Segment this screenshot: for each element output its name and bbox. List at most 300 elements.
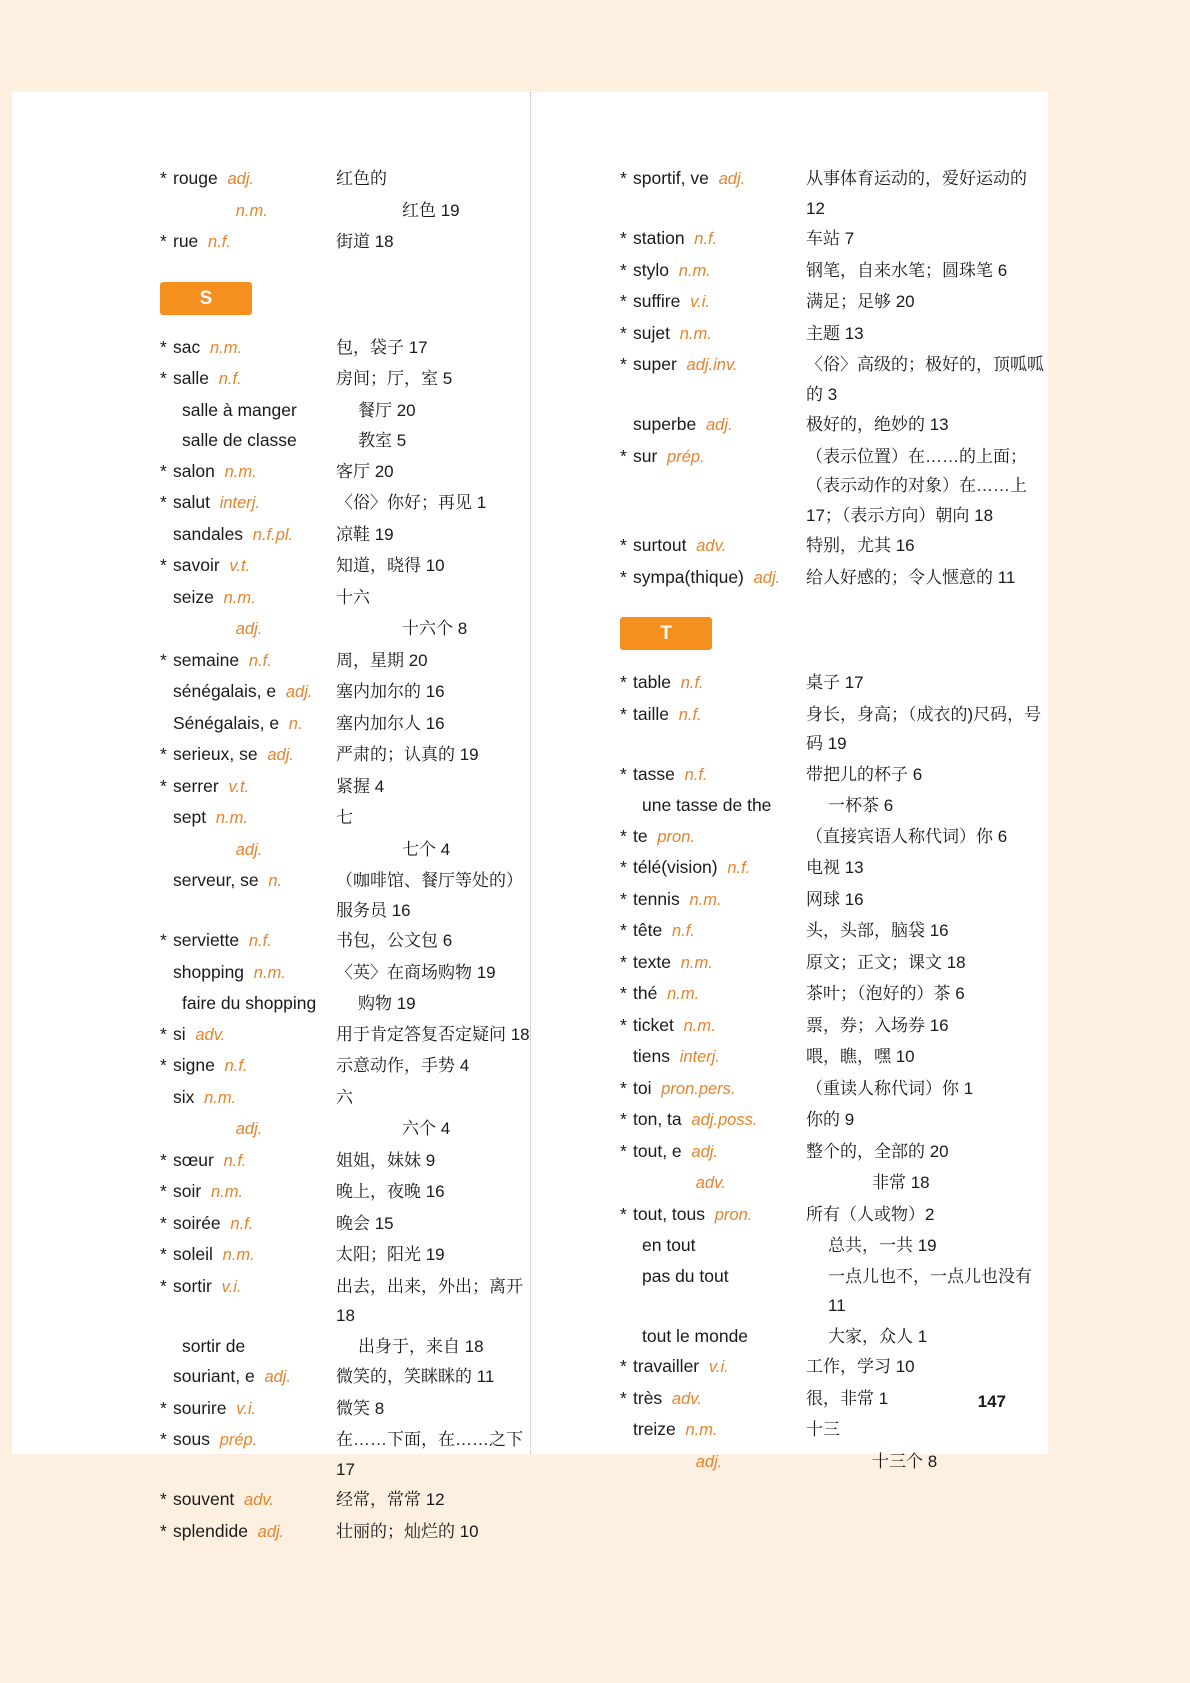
entry-word: taille [633,703,669,724]
entry-term [620,1105,806,1136]
part-of-speech: adj. [235,620,263,638]
dictionary-entry [620,1168,1048,1199]
asterisk-icon: * [160,649,167,670]
dictionary-entry [620,563,1048,594]
entry-gloss: 教室 5 [358,431,407,450]
asterisk-icon: * [160,1397,167,1418]
asterisk-icon: * [620,259,627,280]
entry-gloss: 十六个 8 [402,619,468,638]
dictionary-entry [160,677,530,708]
entry-gloss: 购物 19 [358,994,416,1013]
entry-gloss: 微笑 8 [336,1398,385,1418]
entry-term [160,457,336,488]
dictionary-entry [620,1011,1048,1042]
dictionary-entry [160,1394,530,1425]
entry-word: soleil [173,1244,213,1264]
dictionary-entry [160,1177,530,1208]
entry-gloss: 六个 4 [402,1119,451,1138]
entry-term [160,520,336,551]
dictionary-entry [160,803,530,834]
entry-term [620,1447,872,1478]
entry-term [620,1231,828,1261]
dictionary-entry [160,1240,530,1271]
entry-term [160,1485,336,1516]
entry-word: station [633,228,685,248]
part-of-speech: v.t. [229,557,251,575]
dictionary-entry [620,1105,1048,1136]
dictionary-entry [620,287,1048,318]
entry-word: très [633,1387,663,1408]
part-of-speech: adj.poss. [691,1111,758,1129]
entry-gloss: 非常 18 [872,1173,930,1192]
part-of-speech: adj. [705,416,733,434]
entry-term [160,1240,336,1271]
dictionary-entry [160,396,530,426]
entry-word: table [633,672,671,692]
part-of-speech: prép. [219,1431,258,1449]
dictionary-entry [620,668,1048,699]
entry-gloss: 经常，常常 12 [336,1490,445,1509]
asterisk-icon: * [160,775,167,796]
asterisk-icon: * [160,555,167,575]
asterisk-icon: * [160,744,167,764]
entry-word: une tasse de the [642,795,772,815]
entry-term [620,563,806,594]
entry-gloss: 喂，瞧，嘿 10 [806,1047,915,1066]
part-of-speech: adj. [235,840,263,859]
dictionary-entry [160,866,530,925]
entry-word: pas du tout [642,1265,729,1286]
dictionary-entry [620,350,1048,409]
dictionary-entry [160,1517,530,1548]
entry-term [160,866,336,897]
part-of-speech: n.m. [204,1088,237,1107]
entry-word: rue [173,231,199,251]
part-of-speech: pron. [657,827,695,846]
asterisk-icon: * [160,1149,167,1170]
part-of-speech: v.i. [690,293,710,311]
dictionary-entry [620,1042,1048,1073]
entry-word: sénégalais, e [173,681,277,701]
entry-term [620,822,806,853]
part-of-speech: n.m. [253,963,286,982]
entry-term [620,1137,806,1168]
entry-gloss: 紧握 4 [336,776,385,796]
dictionary-entry [620,853,1048,884]
entry-gloss: 网球 16 [806,889,864,909]
part-of-speech: adj.inv. [686,356,738,374]
dictionary-entry [620,1262,1048,1321]
letter-badge-s: S [160,282,252,315]
dictionary-entry [620,916,1048,947]
asterisk-icon: * [620,763,627,784]
entry-gloss: 带把儿的杯子 6 [806,764,923,784]
entry-gloss: 壮丽的；灿烂的 10 [336,1521,479,1541]
entry-word: sur [633,445,658,466]
page-number: 147 [977,1392,1006,1411]
dictionary-entry [620,1447,1048,1478]
entry-term [620,1352,806,1383]
entry-term [620,410,806,441]
entry-gloss: 特别，尤其 16 [806,536,915,555]
entry-term [620,224,806,255]
dictionary-entry [160,1020,530,1051]
part-of-speech: n.m. [209,338,243,357]
part-of-speech: n.m. [223,588,256,607]
right-column [530,92,1048,1471]
dictionary-entry [160,1332,530,1362]
dictionary-entry [620,531,1048,562]
dictionary-entry [160,709,530,740]
entry-gloss: 工作，学习 10 [806,1357,915,1376]
dictionary-entry [160,1485,530,1516]
entry-gloss: 餐厅 20 [358,400,416,420]
asterisk-icon: * [160,460,167,481]
asterisk-icon: * [620,703,627,724]
asterisk-icon: * [620,1387,627,1408]
entry-word: faire du shopping [182,993,317,1013]
part-of-speech: n.f. [694,230,718,248]
entry-word: salle [173,368,209,388]
entry-word: seize [173,586,214,607]
entry-gloss: （表示位置）在……的上面；（表示动作的对象）在……上 17；（表示方向）朝向 18 [806,446,1027,525]
dictionary-entry [160,1083,530,1114]
entry-word: salle à manger [182,399,297,420]
entry-term [160,740,336,771]
entry-term [160,1362,336,1393]
entry-word: stylo [633,259,669,280]
dictionary-entry [160,227,530,258]
entry-term [620,1384,806,1415]
entry-term [160,1272,336,1303]
entry-term [160,1425,336,1456]
dictionary-entry [160,989,530,1019]
dictionary-entry [620,979,1048,1010]
entry-word: sympa(thique) [633,566,744,587]
dictionary-entry [620,822,1048,853]
asterisk-icon: * [620,1203,627,1224]
entry-gloss: 茶叶；（泡好的）茶 6 [806,984,965,1003]
entry-word: surtout [633,535,687,555]
entry-term [160,583,336,614]
entry-gloss: 客厅 20 [336,461,394,481]
part-of-speech: n.m. [678,261,711,280]
asterisk-icon: * [160,1212,167,1233]
dictionary-entry [620,164,1048,223]
dictionary-entry [620,256,1048,287]
entry-term [620,531,806,562]
entry-gloss: 电视 13 [806,858,864,877]
entry-gloss: 出去，出来，外出；离开 18 [336,1276,523,1325]
part-of-speech: n. [288,714,303,733]
entry-word: splendide [173,1520,248,1541]
entry-gloss: 车站 7 [806,229,855,248]
asterisk-icon: * [620,825,627,846]
entry-gloss: 总共，一共 19 [828,1236,937,1255]
asterisk-icon: * [620,951,627,972]
entry-gloss: 示意动作，手势 4 [336,1056,470,1075]
dictionary-entry [620,1415,1048,1446]
asterisk-icon: * [620,920,627,940]
entry-gloss: 十三个 8 [872,1451,938,1471]
entry-word: sourire [173,1397,227,1418]
entry-term [620,442,806,473]
entry-gloss: 十三 [806,1420,840,1439]
entry-gloss: 大家，众人 1 [828,1326,928,1346]
entry-word: ton, ta [633,1109,682,1129]
dictionary-entry [620,224,1048,255]
entry-gloss: 头，头部，脑袋 16 [806,921,949,940]
dictionary-entry [160,551,530,582]
entry-word: te [633,825,648,846]
part-of-speech: n.f. [727,859,751,877]
entry-term [160,551,336,582]
entry-word: sous [173,1429,210,1449]
part-of-speech: adj. [227,170,255,188]
dictionary-entry [620,791,1048,821]
entry-word: sœur [173,1149,214,1170]
entry-gloss: 红色的 [336,169,387,188]
asterisk-icon: * [620,535,627,555]
dictionary-entry [620,1200,1048,1231]
dictionary-entry [160,164,530,195]
dictionary-entry [620,760,1048,791]
entry-term [620,164,806,195]
dictionary-entry [160,520,530,551]
dictionary-entry [620,1231,1048,1261]
part-of-speech: n. [268,872,283,890]
dictionary-entry [620,1322,1048,1352]
entry-word: tête [633,920,663,940]
dictionary-entry [620,1352,1048,1383]
two-column-layout [12,92,1048,1541]
entry-term [620,1168,872,1199]
dictionary-entry [160,646,530,677]
part-of-speech: n.m. [210,1183,244,1201]
entry-gloss: 满足；足够 20 [806,292,915,311]
part-of-speech: adv. [696,537,727,555]
entry-gloss: 一杯茶 6 [828,796,894,815]
entry-gloss: 〈俗〉你好；再见 1 [336,493,487,512]
entry-word: télé(vision) [633,857,718,877]
entry-word: signe [173,1055,215,1075]
entry-gloss: 房间；厅，室 5 [336,369,453,388]
part-of-speech: pron.pers. [661,1079,736,1098]
entry-word: sportif, ve [633,168,709,188]
part-of-speech: pron. [714,1205,753,1224]
part-of-speech: n.f. [218,370,242,388]
entry-gloss: 原文；正文；课文 18 [806,952,966,972]
entry-gloss: 十六 [336,587,370,607]
entry-gloss: 给人好感的；令人惬意的 11 [806,567,1016,587]
asterisk-icon: * [620,322,627,343]
entry-gloss: 身长，身高；（成衣的)尺码，号码 19 [806,704,1042,753]
asterisk-icon: * [620,354,627,374]
left-pre-entries [160,164,530,258]
entry-word: texte [633,951,671,972]
entry-word: sac [173,336,201,357]
entry-word: ticket [633,1014,674,1035]
entry-term [620,948,806,979]
entry-term [160,1177,336,1208]
entry-word: Sénégalais, e [173,712,280,733]
entry-term [620,1042,806,1073]
entry-word: souriant, e [173,1366,255,1386]
entry-term [160,396,358,426]
entry-term [620,979,806,1010]
asterisk-icon: * [620,888,627,909]
part-of-speech: adj. [257,1522,285,1541]
part-of-speech: n.f.pl. [252,525,294,544]
entry-word: superbe [633,414,697,434]
entry-word: travailler [633,1356,700,1376]
part-of-speech: prép. [667,447,705,466]
asterisk-icon: * [160,1244,167,1264]
entry-term [160,1517,336,1548]
dictionary-entry [160,772,530,803]
entry-word: serveur, se [173,870,259,890]
entry-gloss: 极好的，绝妙的 13 [806,415,949,434]
dictionary-entry [620,1074,1048,1105]
part-of-speech: adj. [718,170,746,188]
part-of-speech: n.f. [680,674,704,692]
entry-term [160,1146,336,1177]
part-of-speech: adj. [695,1452,723,1471]
entry-term [160,1394,336,1425]
dictionary-entry [620,319,1048,350]
letter-heading-block-t [620,617,1048,650]
entry-word: soirée [173,1212,221,1233]
part-of-speech: interj. [679,1048,721,1066]
entry-word: souvent [173,1489,235,1509]
entry-gloss: 姐姐，妹妹 9 [336,1150,436,1170]
part-of-speech: n.f. [248,651,272,670]
asterisk-icon: * [160,231,167,251]
asterisk-icon: * [160,168,167,188]
asterisk-icon: * [620,1014,627,1035]
entry-word: shopping [173,961,245,982]
letter-heading-block-s [160,282,530,315]
entry-term [620,1074,806,1105]
entry-gloss: 一点儿也不，一点儿也没有 11 [828,1266,1032,1315]
part-of-speech: adj. [691,1142,718,1161]
entry-gloss: 七个 4 [402,839,451,859]
dictionary-entry [160,1146,530,1177]
entry-word: semaine [173,649,240,670]
entry-term [160,614,402,645]
entry-term [160,488,336,519]
asterisk-icon: * [620,291,627,311]
entry-term [620,1415,806,1446]
asterisk-icon: * [160,1489,167,1509]
entry-term [160,1051,336,1082]
part-of-speech: adv. [695,1174,726,1192]
part-of-speech: n.f. [208,233,231,251]
part-of-speech: n.f. [224,1057,248,1075]
entry-word: suffire [633,291,681,311]
entry-word: sortir de [182,1335,246,1356]
entry-term [160,646,336,677]
entry-term [160,196,402,227]
entry-word: serviette [173,930,240,950]
part-of-speech: n.m. [224,462,257,481]
asterisk-icon: * [160,336,167,357]
asterisk-icon: * [620,983,627,1003]
dictionary-entry [160,740,530,771]
asterisk-icon: * [620,857,627,877]
part-of-speech: adj. [267,746,294,764]
entry-gloss: 塞内加尔的 16 [336,682,445,701]
part-of-speech: n.m. [680,953,713,972]
dictionary-entry [160,1362,530,1393]
entry-term [160,709,336,740]
entry-term [620,256,806,287]
entry-word: en tout [642,1235,696,1255]
entry-term [160,989,358,1019]
part-of-speech: adv. [244,1491,274,1509]
entry-word: sortir [173,1275,212,1296]
dictionary-entry [160,1051,530,1082]
part-of-speech: n.f. [248,932,272,950]
entry-gloss: 桌子 17 [806,673,864,692]
entry-term [620,760,806,791]
part-of-speech: adv. [195,1025,226,1044]
entry-term [620,916,806,947]
dictionary-entry [620,1137,1048,1168]
entry-word: tiens [633,1046,670,1066]
asterisk-icon: * [160,1055,167,1075]
part-of-speech: n.m. [222,1246,255,1264]
part-of-speech: interj. [219,494,261,512]
entry-word: savoir [173,555,220,575]
entry-word: thé [633,983,658,1003]
entry-gloss: 从事体育运动的，爱好运动的 12 [806,169,1027,218]
part-of-speech: n.m. [683,1016,716,1035]
asterisk-icon: * [620,566,627,587]
dictionary-entry [620,948,1048,979]
entry-term [620,791,828,821]
entry-word: tout, e [633,1140,682,1161]
entry-word: super [633,354,677,374]
dictionary-entry [160,196,530,227]
entry-gloss: 六 [336,1087,353,1107]
entry-word: si [173,1023,186,1044]
asterisk-icon: * [620,672,627,692]
part-of-speech: n.m. [215,809,248,827]
part-of-speech: v.i. [236,1399,257,1418]
entry-term [160,803,336,834]
entry-word: salut [173,492,210,512]
entry-term [160,1209,336,1240]
asterisk-icon: * [620,1140,627,1161]
entry-gloss: 微笑的，笑眯眯的 11 [336,1367,495,1386]
entry-term [620,885,806,916]
entry-gloss: 晚上，夜晚 16 [336,1182,445,1201]
entry-word: sept [173,807,207,827]
entry-gloss: 整个的，全部的 20 [806,1141,949,1161]
entry-term [620,1262,828,1292]
entry-gloss: 所有（人或物）2 [806,1204,935,1224]
entry-term [620,853,806,884]
entry-term [160,1332,358,1362]
entry-gloss: （直接宾语人称代词）你 6 [806,826,1008,846]
asterisk-icon: * [160,930,167,950]
part-of-speech: n.f. [684,765,708,784]
asterisk-icon: * [160,368,167,388]
dictionary-entry [620,410,1048,441]
part-of-speech: adv. [671,1389,702,1408]
left-column [12,92,530,1541]
